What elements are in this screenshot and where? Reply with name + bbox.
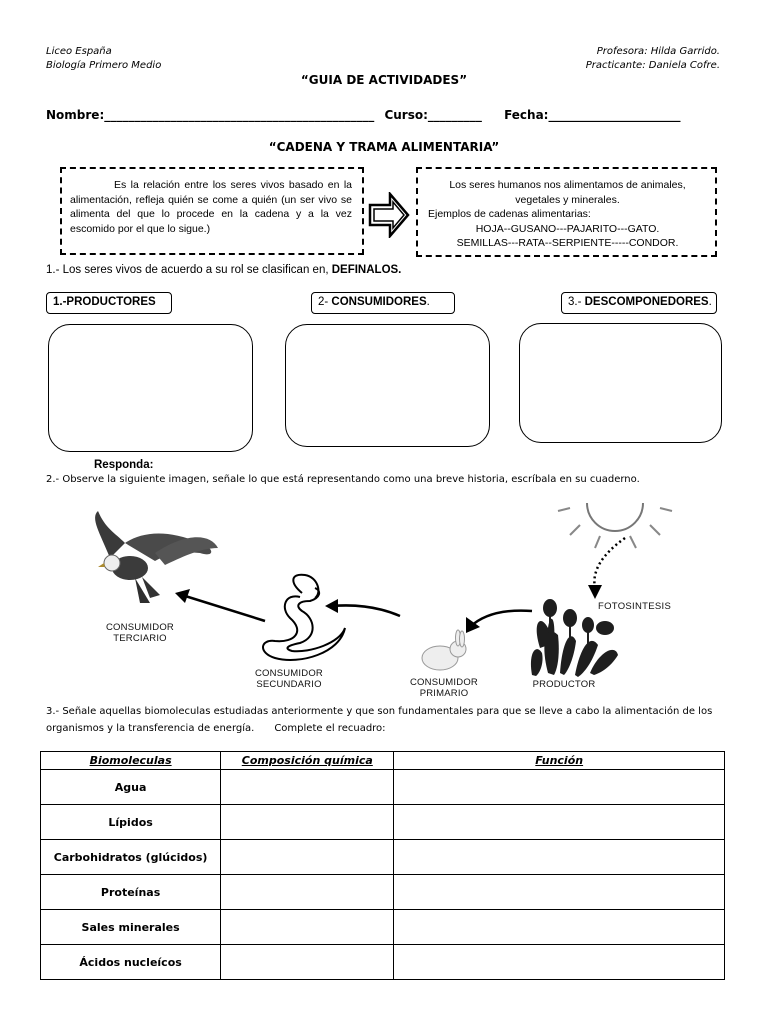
producer-label: PRODUCTOR <box>532 679 596 690</box>
decomposers-label <box>561 292 717 314</box>
row-label: Ácidos nucleícos <box>41 945 221 980</box>
example-intro: Los seres humanos nos alimentamos de animales, vegetales y minerales. <box>449 179 686 206</box>
table-row <box>41 805 725 840</box>
composition-cell[interactable] <box>221 805 394 840</box>
sunlight-arrow <box>594 538 625 588</box>
example-heading: Ejemplos de cadenas alimentarias: <box>428 208 591 220</box>
row-label: Carbohidratos (glúcidos) <box>41 840 221 875</box>
right-arrow-icon <box>368 192 410 238</box>
decomposers-number: 3.- <box>568 296 585 308</box>
header-right <box>586 45 720 73</box>
row-label: Lípidos <box>41 805 221 840</box>
row-label: Sales minerales <box>41 910 221 945</box>
composition-cell[interactable] <box>221 945 394 980</box>
student-info-row <box>46 108 684 122</box>
course-name: Biología Primero Medio <box>46 60 162 71</box>
school-name: Liceo España <box>46 46 112 57</box>
rabbit-icon <box>422 630 466 670</box>
sun-icon <box>558 503 672 548</box>
header-chemical-composition: Composición química <box>221 752 394 770</box>
tertiary-consumer-label <box>84 622 196 644</box>
function-cell[interactable] <box>394 770 725 805</box>
question-1-text: 1.- Los seres vivos de acuerdo a su rol se clasifican en, <box>46 264 332 276</box>
consumers-period: . <box>426 296 430 308</box>
course-field[interactable]: Curso:_________ <box>384 108 482 122</box>
page-title: “GUIA DE ACTIVIDADES” <box>300 73 468 87</box>
example-chain-1: HOJA--GUSANO---PAJARITO---GATO. <box>475 222 660 235</box>
function-cell[interactable] <box>394 945 725 980</box>
composition-cell[interactable] <box>221 840 394 875</box>
function-cell[interactable] <box>394 840 725 875</box>
photosynthesis-label: FOTOSINTESIS <box>598 601 672 612</box>
decomposers-answer-box[interactable] <box>519 323 722 443</box>
header-function: Función <box>394 752 725 770</box>
function-cell[interactable] <box>394 805 725 840</box>
responda-label: Responda: <box>94 459 154 471</box>
primary-label-line-2: PRIMARIO <box>419 688 469 699</box>
consumers-number: 2- <box>318 296 332 308</box>
consumers-answer-box[interactable] <box>285 324 490 447</box>
question-3-instruction: Complete el recuadro: <box>274 723 386 734</box>
row-label: Proteínas <box>41 875 221 910</box>
secondary-label-line-1: CONSUMIDOR <box>255 668 323 679</box>
question-3-text: 3.- Señale aquellas biomoleculas estudiadas anteriormente y que son fundamentales para que se lleve a cabo la alimentación de los organismos y la transferencia de energía. <box>46 706 713 734</box>
snake-icon <box>263 575 345 660</box>
date-field[interactable]: Fecha:______________________ <box>504 108 681 122</box>
primary-label-line-1: CONSUMIDOR <box>410 677 478 688</box>
question-1-bold: DEFINALOS. <box>331 264 402 276</box>
composition-cell[interactable] <box>221 910 394 945</box>
definition-box <box>60 167 364 255</box>
producers-label <box>46 292 172 314</box>
row-label: Agua <box>41 770 221 805</box>
function-cell[interactable] <box>394 910 725 945</box>
table-header-row <box>41 752 725 770</box>
tertiary-label-line-2: TERCIARIO <box>113 633 167 644</box>
biomolecules-table <box>40 751 725 980</box>
tertiary-label-line-1: CONSUMIDOR <box>106 622 174 633</box>
intern-name: Practicante: Daniela Cofre. <box>585 60 720 71</box>
header-biomolecules: Biomoleculas <box>41 752 221 770</box>
decomposers-period: . <box>708 296 712 308</box>
question-3 <box>46 703 726 737</box>
table-row <box>41 875 725 910</box>
composition-cell[interactable] <box>221 770 394 805</box>
consumers-label <box>311 292 455 314</box>
table-row <box>41 770 725 805</box>
table-row <box>41 840 725 875</box>
decomposers-label-text: DESCOMPONEDORES <box>584 296 709 308</box>
definition-text: Es la relación entre los seres vivos basado en la alimentación, refleja quién se come a quién (un ser vivo se alimenta del que lo procede en la cadena y a la vez escomido por el que lo sigue.) <box>70 179 352 235</box>
header-left <box>46 45 161 73</box>
example-chain-2: SEMILLAS---RATA--SERPIENTE-----CONDOR. <box>456 237 679 249</box>
composition-cell[interactable] <box>221 875 394 910</box>
consumers-label-text: CONSUMIDORES <box>331 296 427 308</box>
question-1 <box>46 264 401 276</box>
question-2: 2.- Observe la siguiente imagen, señale lo que está representando como una breve historia, escríbala en su cuaderno. <box>46 474 640 485</box>
secondary-consumer-label <box>238 668 340 690</box>
table-row <box>41 910 725 945</box>
producers-label-text: 1.-PRODUCTORES <box>53 296 156 308</box>
section-title: “CADENA Y TRAMA ALIMENTARIA” <box>268 140 500 154</box>
example-box <box>416 167 717 257</box>
table-row <box>41 945 725 980</box>
name-field[interactable]: Nombre:_____________________________________________ <box>46 108 375 122</box>
producers-answer-box[interactable] <box>48 324 253 452</box>
primary-consumer-label <box>398 677 490 699</box>
secondary-label-line-2: SECUNDARIO <box>256 679 322 690</box>
function-cell[interactable] <box>394 875 725 910</box>
teacher-name: Profesora: Hilda Garrido. <box>596 46 720 57</box>
